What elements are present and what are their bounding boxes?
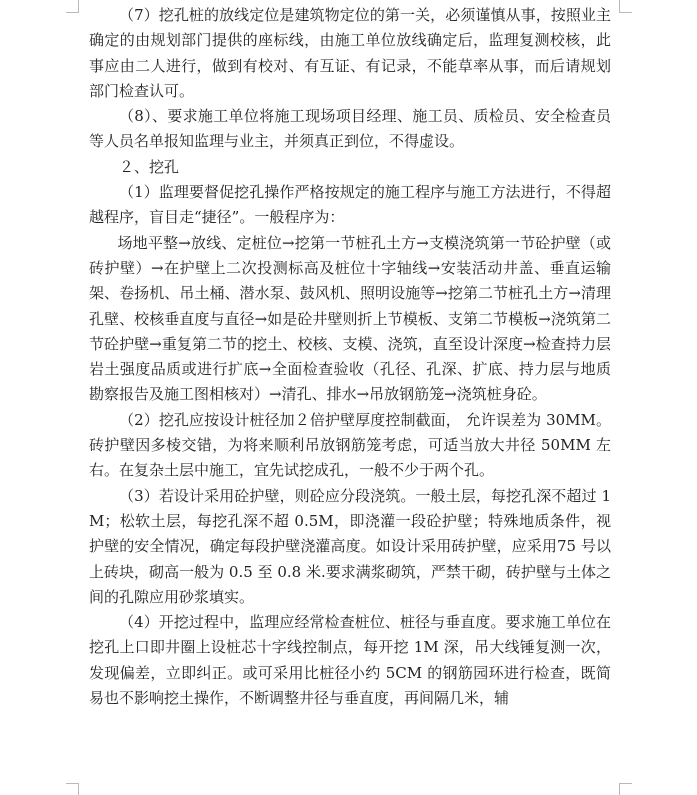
document-body	[89, 3, 611, 711]
paragraph-procedure-steps: 场地平整→放线、定桩位→挖第一节桩孔土方→支模浇筑第一节砼护壁（或砖护壁）→在护壁上二次投测标高及桩位十字轴线→安装活动井盖、垂直运输架、卷扬机、吊土桶、潜水泵、鼓风机、照明设施等→挖第二节桩孔土方→清理孔壁、校核垂直度与直径→如是砼井壁则折上节模板、支第二节模板→浇筑第二节砼护壁→重复第二节的挖土、校核、支模、浇筑，直至设计深度→检查持力层岩土强度品质或进行扩底→全面检查验收（孔径、孔深、扩底、持力层与地质勘察报告及施工图相核对）→清孔、排水→吊放钢筋笼→浇筑桩身砼。	[89, 233, 611, 404]
page-corner-mark-top-left	[66, 0, 79, 13]
paragraph-8-personnel: （8）、要求施工单位将施工现场项目经理、施工员、质检员、安全检查员等人员名单报知监理与业主，并须真正到位，不得虚设。	[89, 107, 611, 151]
section-heading-excavation: ２、挖孔	[119, 157, 180, 176]
paragraph-1-procedure: （1）监理要督促挖孔操作严格按规定的施工程序与施工方法进行，不得超越程序，盲目走“捷径”。一般程序为：	[89, 183, 611, 227]
page-corner-mark-bottom-right	[619, 783, 632, 795]
paragraph-3-retaining-wall: （3）若设计采用砼护壁，则砼应分段浇筑。一般土层，每挖孔深不超过 1M；松软土层，每挖孔深不超 0.5M，即浇灌一段砼护壁；特殊地质条件，视护壁的安全情况，确定每段护壁浇灌高度。如设计采用砖护壁，应采用75 号以上砖块，砌高一般为 0.5 至 0.8 米.要求满浆砌筑，严禁干砌，砖护壁与土体之间的孔隙应用砂浆填实。	[89, 486, 611, 606]
paragraph-7-staking: （7）挖孔桩的放线定位是建筑物定位的第一关，必须谨慎从事，按照业主确定的由规划部门提供的座标线，由施工单位放线确定后，监理复测校核，此事应由二人进行，做到有校对、有互证、有记录，不能草率从事，而后请规划部门检查认可。	[89, 6, 611, 100]
page-corner-mark-bottom-left	[66, 783, 79, 795]
paragraph-2-diameter: （2）挖孔应按设计桩径加２倍护壁厚度控制截面， 允许误差为 30MM。砖护壁因多棱交错，为将来顺利吊放钢筋笼考虑，可适当放大井径 50MM 左右。在复杂土层中施工，宜先试挖成孔，一般不少于两个孔。	[89, 410, 611, 480]
paragraph-4-inspection: （4）开挖过程中，监理应经常检查桩位、桩径与垂直度。要求施工单位在挖孔上口即井圈上设桩芯十字线控制点，每开挖 1M 深，吊大线锤复测一次，发现偏差，立即纠正。或可采用比桩径小约 5CM 的钢筋园环进行检查，既简易也不影响挖土操作，不断调整井径与垂直度，再间隔几米，辅	[89, 613, 611, 708]
page-corner-mark-top-right	[619, 0, 632, 13]
